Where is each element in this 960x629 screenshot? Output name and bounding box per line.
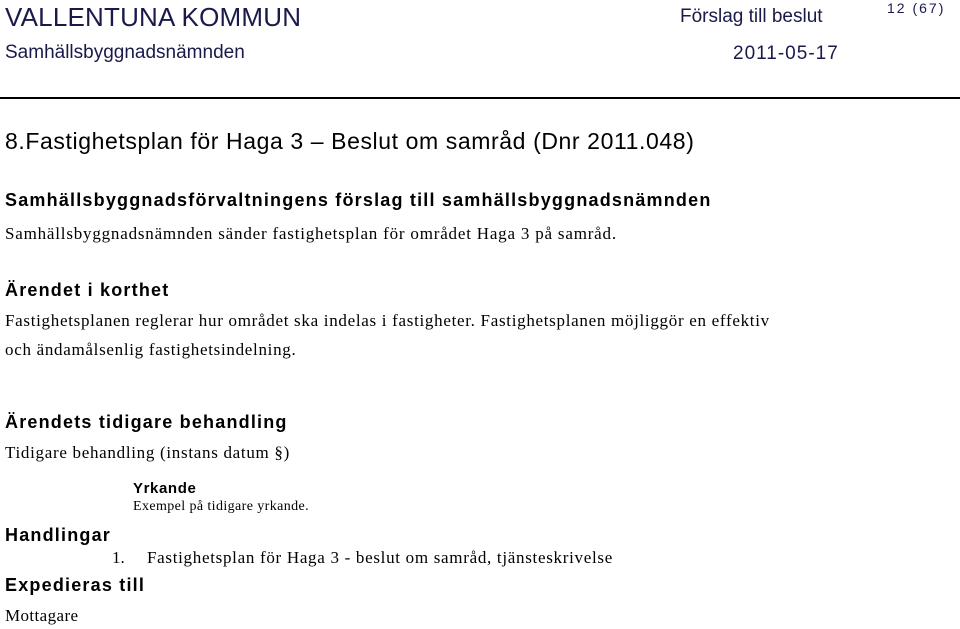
document-item-number: 1. bbox=[112, 548, 125, 567]
distribution-recipient: Mottagare bbox=[5, 606, 79, 625]
document-item-text: Fastighetsplan för Haga 3 - beslut om samråd, tjänsteskrivelse bbox=[147, 548, 613, 567]
header-divider bbox=[0, 97, 960, 99]
documents-heading: Handlingar bbox=[5, 525, 112, 545]
organization-name: VALLENTUNA KOMMUN bbox=[5, 2, 302, 32]
previous-handling-heading: Ärendets tidigare behandling bbox=[5, 412, 288, 432]
page-number: 12 (67) bbox=[887, 0, 946, 16]
summary-text-line: och ändamålsenlig fastighetsindelning. bbox=[5, 340, 297, 359]
proposal-text: Samhällsbyggnadsnämnden sänder fastighetsplan för området Haga 3 på samråd. bbox=[5, 224, 617, 243]
proposal-heading: Samhällsbyggnadsförvaltningens förslag till samhällsbyggnadsnämnden bbox=[5, 190, 712, 210]
distribution-heading: Expedieras till bbox=[5, 575, 146, 595]
motion-text: Exempel på tidigare yrkande. bbox=[133, 499, 310, 514]
summary-text-line: Fastighetsplanen reglerar hur området ska indelas i fastigheter. Fastighetsplanen möjliggör en effektiv bbox=[5, 311, 770, 330]
committee-name: Samhällsbyggnadsnämnden bbox=[5, 42, 245, 63]
motion-heading: Yrkande bbox=[133, 480, 197, 497]
document-date: 2011-05-17 bbox=[733, 43, 839, 64]
item-title: 8.Fastighetsplan för Haga 3 – Beslut om samråd (Dnr 2011.048) bbox=[5, 128, 695, 154]
document-type: Förslag till beslut bbox=[680, 6, 823, 27]
summary-heading: Ärendet i korthet bbox=[5, 280, 170, 300]
previous-handling-text: Tidigare behandling (instans datum §) bbox=[5, 443, 290, 462]
